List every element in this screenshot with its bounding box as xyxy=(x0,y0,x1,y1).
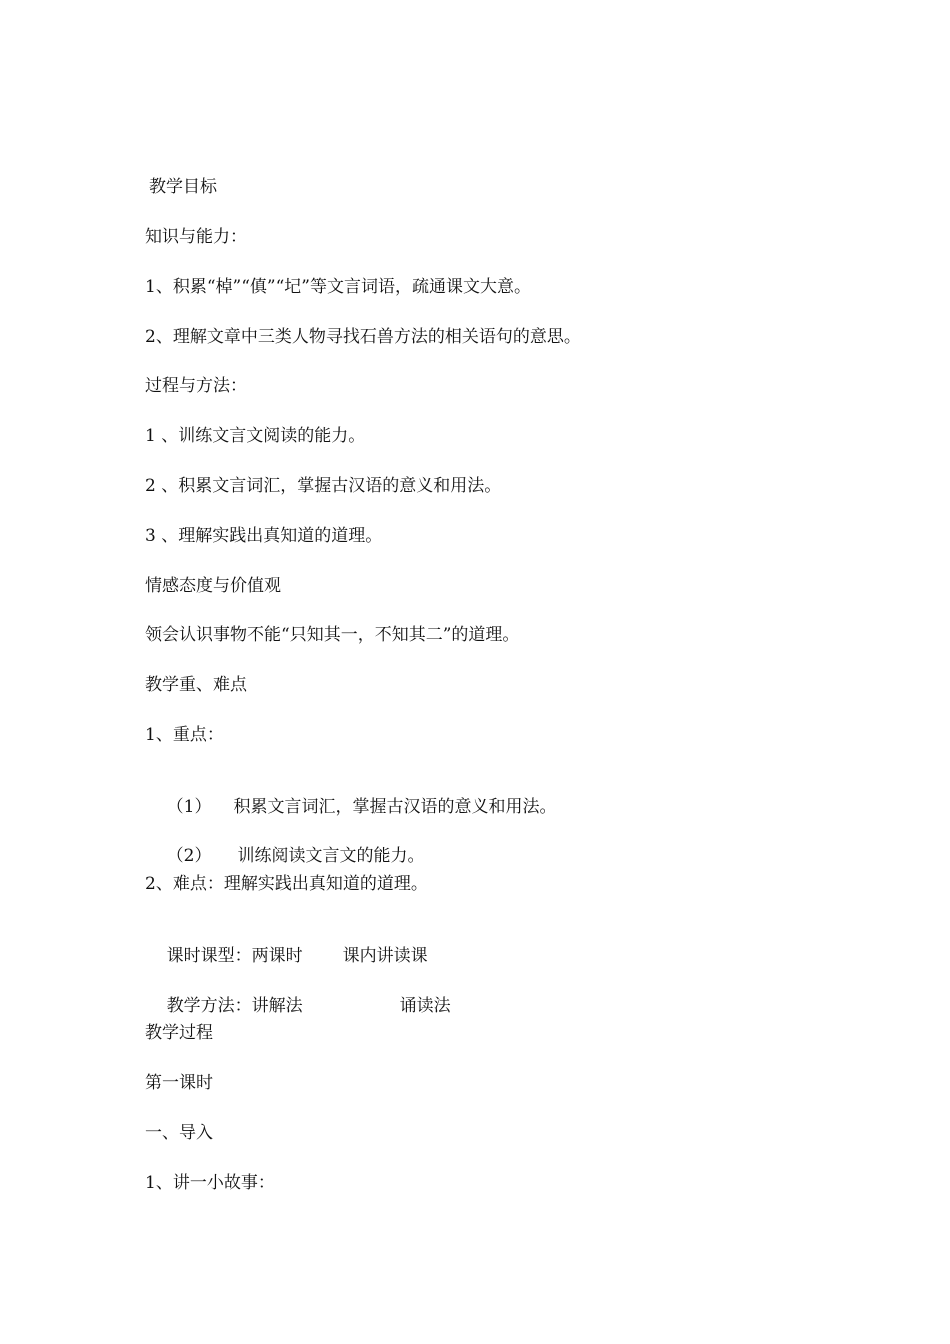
key-sub-item-text: 积累文言词汇，掌握古汉语的意义和用法。 xyxy=(233,797,557,817)
emotion-text: 领会认识事物不能“只知其一，不知其二”的道理。 xyxy=(145,625,520,645)
emotion-title: 情感态度与价值观 xyxy=(145,576,281,596)
key-sub-item-number: （1） xyxy=(166,797,212,817)
teaching-method-second: 诵读法 xyxy=(399,996,451,1016)
key-sub-item-number: （2） xyxy=(166,846,212,866)
class-hours-label: 课时课型：两课时 xyxy=(166,946,303,966)
class-type: 课内讲读课 xyxy=(342,946,428,966)
intro-heading: 一、导入 xyxy=(145,1123,213,1143)
process-item-2: 2 、积累文言词汇，掌握古汉语的意义和用法。 xyxy=(145,476,502,496)
story-item: 1、讲一小故事： xyxy=(145,1173,275,1193)
teaching-method-label: 教学方法：讲解法 xyxy=(166,996,303,1016)
difficulty-point: 2、难点：理解实践出真知道的道理。 xyxy=(145,874,428,894)
key-sub-item-text: 训练阅读文言文的能力。 xyxy=(237,846,425,866)
key-point-label: 1、重点： xyxy=(145,725,224,745)
teaching-process-heading: 教学过程 xyxy=(145,1023,213,1043)
knowledge-title: 知识与能力： xyxy=(145,227,247,247)
section-heading-goals: 教学目标 xyxy=(149,177,217,197)
first-lesson-heading: 第一课时 xyxy=(145,1073,213,1093)
knowledge-item-2: 2、理解文章中三类人物寻找石兽方法的相关语句的意思。 xyxy=(145,327,581,347)
process-item-3: 3 、理解实践出真知道的道理。 xyxy=(145,526,383,546)
key-difficulty-title: 教学重、难点 xyxy=(145,675,247,695)
knowledge-item-1: 1、积累“棹”“傎”“圮”等文言词语，疏通课文大意。 xyxy=(145,277,531,297)
process-title: 过程与方法： xyxy=(145,376,247,396)
process-item-1: 1 、训练文言文阅读的能力。 xyxy=(145,426,366,446)
